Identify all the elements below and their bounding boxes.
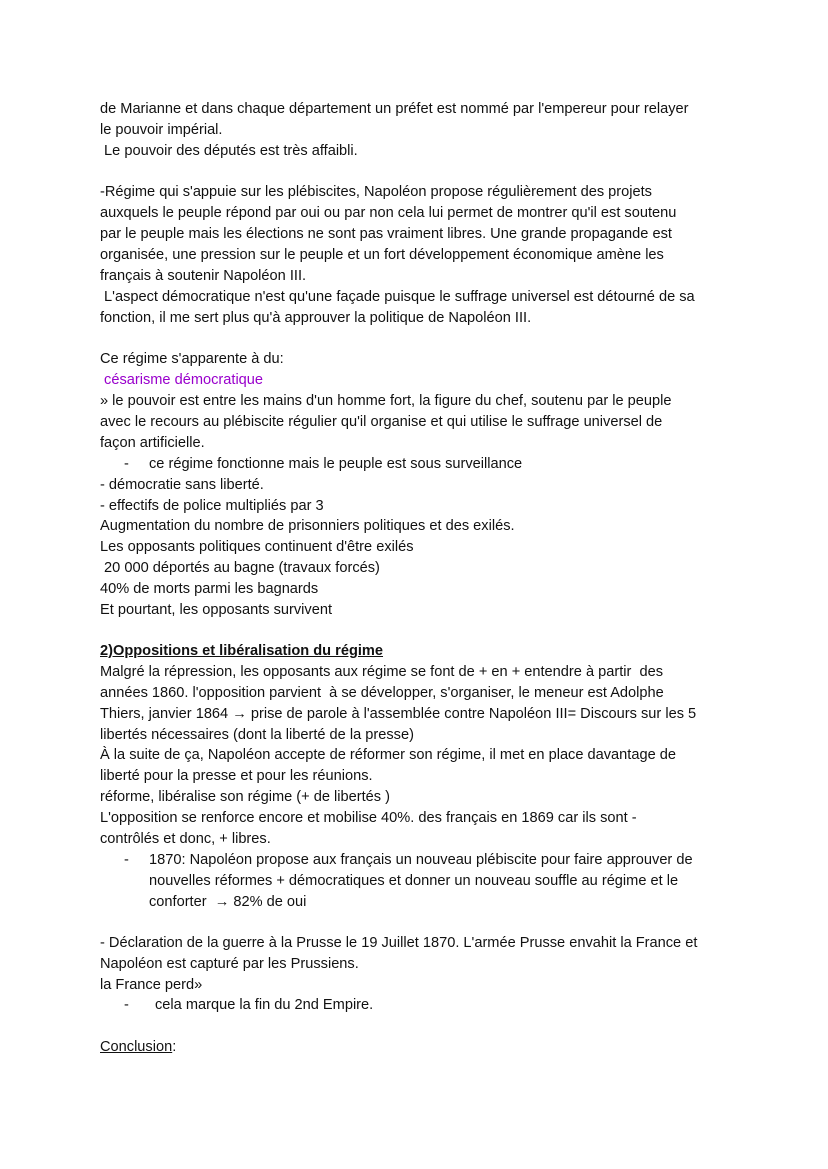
text-line: avec le recours au plébiscite régulier qu'il organise et qui utilise le suffrage universel de <box>100 414 663 430</box>
text-line: années 1860. l'opposition parvient à se développer, s'organiser, le meneur est Adolphe <box>100 685 664 701</box>
text-line: le pouvoir impérial. <box>100 122 223 138</box>
text-line: L'opposition se renforce encore et mobilise 40%. des français en 1869 car ils sont - <box>100 810 637 826</box>
text-line: - Déclaration de la guerre à la Prusse le 19 Juillet 1870. L'armée Prusse envahit la France et <box>100 935 698 951</box>
text-line: libertés nécessaires (dont la liberté de la presse) <box>100 727 414 743</box>
text-line: façon artificielle. <box>100 435 205 451</box>
text-line: L'aspect démocratique n'est qu'une façade puisque le suffrage universel est détourné de sa <box>100 289 695 305</box>
text-line: réforme, libéralise son régime (+ de libertés ) <box>100 789 390 805</box>
bullet-item: 1870: Napoléon propose aux français un nouveau plébiscite pour faire approuver de <box>149 852 693 868</box>
text-line: de Marianne et dans chaque département un préfet est nommé par l'empereur pour relayer <box>100 101 689 117</box>
text-line: - démocratie sans liberté. <box>100 477 264 493</box>
text-line: 40% de morts parmi les bagnards <box>100 581 319 597</box>
text-line: Et pourtant, les opposants survivent <box>100 602 333 618</box>
bullet-item-continued: nouvelles réformes + démocratiques et donner un nouveau souffle au régime et le <box>149 873 679 889</box>
text-line: par le peuple mais les élections ne sont pas vraiment libres. Une grande propagande est <box>100 226 672 242</box>
highlighted-term: césarisme démocratique <box>100 372 264 388</box>
text-line: fonction, il me sert plus qu'à approuver la politique de Napoléon III. <box>100 310 532 326</box>
text-line: Napoléon est capturé par les Prussiens. <box>100 956 359 972</box>
conclusion-label: Conclusion <box>100 1039 173 1055</box>
conclusion-heading <box>100 1038 176 1056</box>
text-line: Les opposants politiques continuent d'être exilés <box>100 539 414 555</box>
text-line: organisée, une pression sur le peuple et un fort développement économique amène les <box>100 247 664 263</box>
text-line: auxquels le peuple répond par oui ou par non cela lui permet de montrer qu'il est soutenu <box>100 205 677 221</box>
text-line: - effectifs de police multipliés par 3 <box>100 498 324 514</box>
bullet-item-continued: conforter → 82% de oui <box>149 894 307 910</box>
text-line: À la suite de ça, Napoléon accepte de réformer son régime, il met en place davantage de <box>100 747 676 763</box>
text-line: français à soutenir Napoléon III. <box>100 268 307 284</box>
section-heading: 2)Oppositions et libéralisation du régime <box>100 643 384 659</box>
text-line: » le pouvoir est entre les mains d'un homme fort, la figure du chef, soutenu par le peuple <box>100 393 672 409</box>
text-line: contrôlés et donc, + libres. <box>100 831 271 847</box>
text-line: liberté pour la presse et pour les réunions. <box>100 768 373 784</box>
bullet-dash: - <box>124 997 129 1013</box>
bullet-dash: - <box>124 852 129 868</box>
bullet-item: cela marque la fin du 2nd Empire. <box>155 997 374 1013</box>
text-line: Ce régime s'apparente à du: <box>100 351 284 367</box>
text-line: Malgré la répression, les opposants aux régime se font de + en + entendre à partir des <box>100 664 663 680</box>
text-line: Augmentation du nombre de prisonniers politiques et des exilés. <box>100 518 515 534</box>
text-line: -Régime qui s'appuie sur les plébiscites, Napoléon propose régulièrement des projets <box>100 184 652 200</box>
text-line: Thiers, janvier 1864 → prise de parole à l'assemblée contre Napoléon III= Discours sur les 5 <box>100 706 697 722</box>
text-line: la France perd» <box>100 977 203 993</box>
bullet-item: ce régime fonctionne mais le peuple est sous surveillance <box>149 456 523 472</box>
conclusion-colon: : <box>172 1039 177 1055</box>
text-line: 20 000 déportés au bagne (travaux forcés) <box>100 560 380 576</box>
text-line: Le pouvoir des députés est très affaibli. <box>100 143 358 159</box>
bullet-dash: - <box>124 456 129 472</box>
